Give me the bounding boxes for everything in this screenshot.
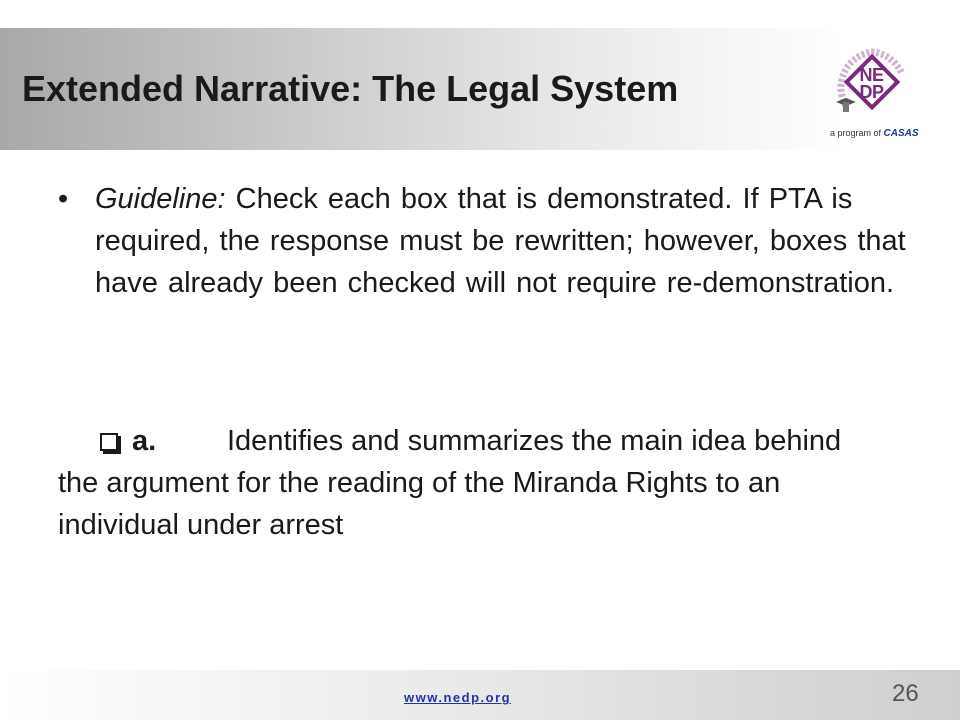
rubric-item-a bbox=[58, 420, 888, 546]
svg-text:N: N bbox=[859, 65, 873, 85]
svg-text:P: P bbox=[871, 82, 885, 102]
guideline-text bbox=[95, 178, 908, 304]
footer-website-link[interactable]: www.nedp.org bbox=[404, 690, 512, 705]
slide-title: Extended Narrative: The Legal System bbox=[22, 68, 679, 109]
logo-caption-brand: CASAS bbox=[883, 128, 919, 139]
page-number: 26 bbox=[892, 680, 919, 707]
bullet-dot: • bbox=[58, 183, 69, 215]
item-letter: a. bbox=[132, 425, 157, 457]
logo-caption bbox=[830, 128, 919, 139]
svg-text:E: E bbox=[871, 65, 885, 85]
guideline-bullet bbox=[58, 178, 908, 304]
guideline-body: Check each box that is demonstrated. If PTA is required, the response must be rewritten; however, boxes that have already been checked will not require re-demonstration. bbox=[95, 183, 906, 299]
nedp-logo-mark bbox=[826, 44, 918, 128]
svg-text:D: D bbox=[859, 82, 873, 102]
logo-caption-prefix: a program of bbox=[830, 128, 882, 138]
nedp-logo bbox=[826, 44, 918, 144]
checkbox-a[interactable] bbox=[100, 433, 118, 451]
guideline-lead: Guideline: bbox=[95, 183, 226, 215]
item-text: Identifies and summarizes the main idea behind the argument for the reading of the Miranda Rights to an individual under arrest bbox=[58, 425, 842, 541]
